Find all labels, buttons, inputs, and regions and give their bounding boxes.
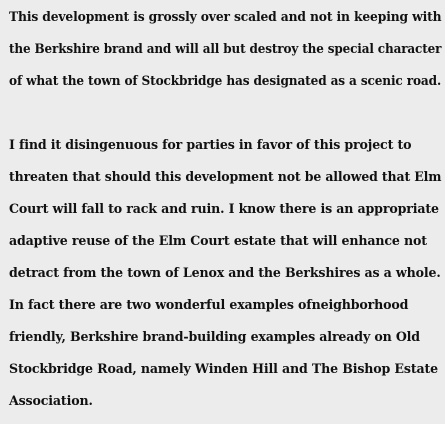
paragraph-1-line-1: This development is grossly over scaled and not in keeping with bbox=[9, 9, 442, 24]
paragraph-1-line-2: the Berkshire brand and will all but destroy the special character bbox=[9, 41, 442, 56]
paragraph-2-line-7: friendly, Berkshire brand-building examples already on Old bbox=[9, 329, 420, 344]
paragraph-2-line-6: In fact there are two wonderful examples ofneighborhood bbox=[9, 297, 409, 312]
paragraph-2-line-8: Stockbridge Road, namely Winden Hill and The Bishop Estate bbox=[9, 361, 439, 376]
paragraph-2-line-3: Court will fall to rack and ruin. I know there is an appropriate bbox=[9, 201, 439, 216]
paragraph-2-line-9: Association. bbox=[9, 393, 93, 408]
paragraph-2-line-1: I find it disingenuous for parties in favor of this project to bbox=[9, 137, 412, 152]
paragraph-2-line-4: adaptive reuse of the Elm Court estate that will enhance not bbox=[9, 233, 427, 248]
paragraph-2-line-2: threaten that should this development not be allowed that Elm bbox=[9, 169, 442, 184]
paragraph-2-line-5: detract from the town of Lenox and the Berkshires as a whole. bbox=[9, 265, 441, 280]
paragraph-1-line-3: of what the town of Stockbridge has designated as a scenic road. bbox=[9, 73, 442, 88]
